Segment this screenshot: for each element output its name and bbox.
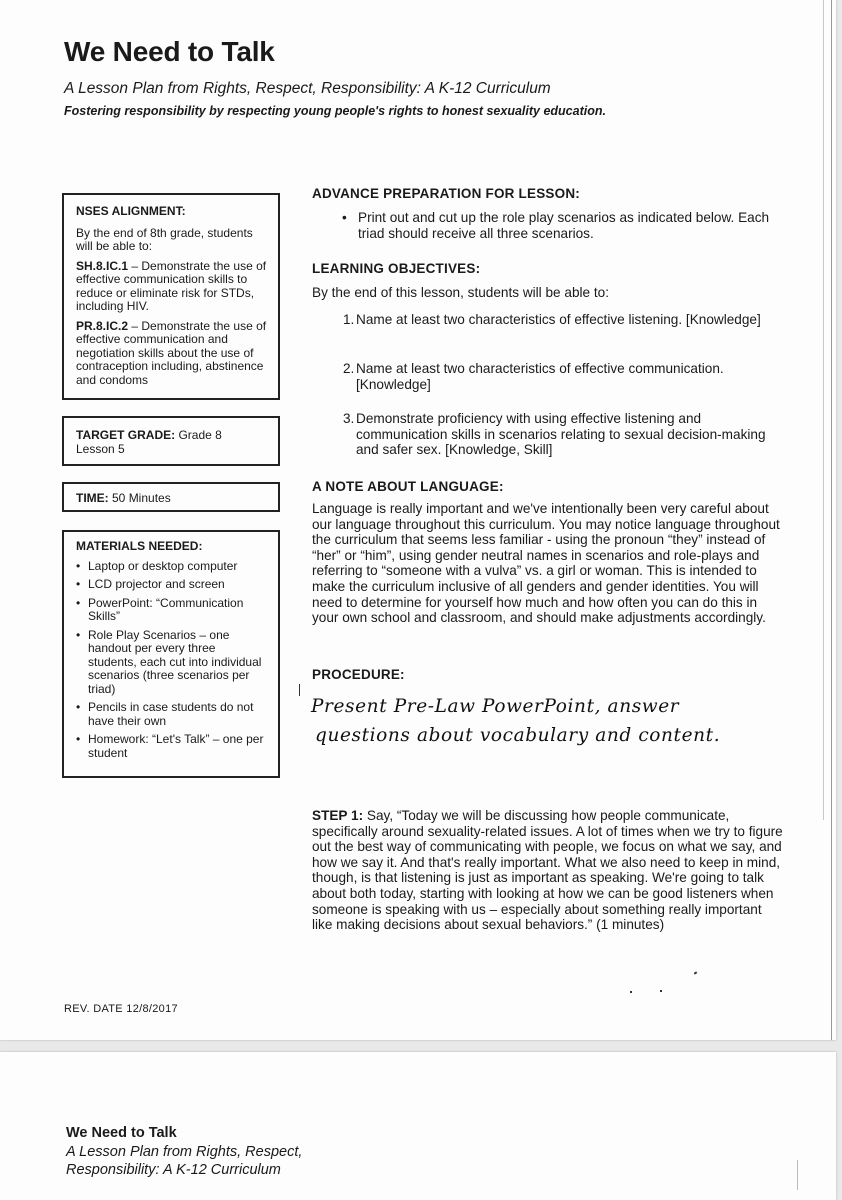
page-2-subtitle-line-2: Responsibility: A K-12 Curriculum xyxy=(66,1162,281,1178)
list-item: • PowerPoint: “Communication Skills” xyxy=(88,597,267,624)
stray-mark xyxy=(630,991,632,993)
nses-heading: NSES ALIGNMENT: xyxy=(76,204,186,218)
procedure-heading: PROCEDURE: xyxy=(312,667,405,682)
list-item: • Role Play Scenarios – one handout per every three students, each cut into individual scenarios (three scenarios per triad) xyxy=(88,629,267,697)
nses-intro: By the end of 8th grade, students will be able to: xyxy=(76,225,253,253)
objective-2: 2. Name at least two characteristics of effective communication. [Knowledge] xyxy=(343,361,724,392)
handwritten-note-line-2: questions about vocabulary and content. xyxy=(315,725,721,746)
step-1-text: STEP 1: Say, “Today we will be discussing how people communicate, specifically around sexuality-related issues. A lot of times when we try to figure out the best way of communicating with people, we focus on what we say, and how we say it. And that's really important. What we also need to keep in mind, though, is that listening is just as important as speaking. We're going to talk about both today, starting with looking at how we can be good listeners when someone is speaking with us – especially about something really important like making decisions about sexual behaviors.” (1 minutes) xyxy=(312,808,783,933)
objectives-intro: By the end of this lesson, students will be able to: xyxy=(312,285,609,300)
list-item: • LCD projector and screen xyxy=(88,578,267,592)
page-tagline: Fostering responsibility by respecting young people's rights to honest sexuality education. xyxy=(64,104,606,118)
page-subtitle: A Lesson Plan from Rights, Respect, Responsibility: A K-12 Curriculum xyxy=(64,80,551,97)
nses-standard-2: PR.8.IC.2 – Demonstrate the use of effective communication and negotiation skills about the use of contraception including, abstinence and condoms xyxy=(76,318,267,387)
handwritten-note-line-1: Present Pre-Law PowerPoint, answer xyxy=(311,696,680,717)
revision-date: REV. DATE 12/8/2017 xyxy=(64,1003,178,1015)
target-grade: TARGET GRADE: Grade 8 xyxy=(76,428,222,442)
page-title: We Need to Talk xyxy=(64,36,275,67)
list-item: • Pencils in case students do not have their own xyxy=(88,701,267,728)
page-2-subtitle-line-1: A Lesson Plan from Rights, Respect, xyxy=(66,1144,303,1160)
document-page-2 xyxy=(0,1052,836,1200)
materials-heading: MATERIALS NEEDED: xyxy=(76,539,203,553)
nses-alignment-box xyxy=(62,193,280,400)
list-item: • Homework: “Let's Talk” – one per student xyxy=(88,733,267,760)
objective-1: 1. Name at least two characteristics of effective listening. [Knowledge] xyxy=(343,312,761,327)
scan-line xyxy=(823,0,824,820)
time-box xyxy=(62,482,280,512)
stray-mark xyxy=(694,971,698,974)
nses-standard-1: SH.8.IC.1 – Demonstrate the use of effective communication skills to reduce or eliminate risk for STDs, including HIV. xyxy=(76,258,267,313)
list-item: • Laptop or desktop computer xyxy=(88,560,267,574)
margin-mark xyxy=(299,684,300,696)
objectives-heading: LEARNING OBJECTIVES: xyxy=(312,261,481,276)
target-grade-box xyxy=(62,416,280,466)
lesson-number: Lesson 5 xyxy=(76,441,125,456)
materials-box xyxy=(62,530,280,778)
materials-list xyxy=(76,560,267,761)
lesson-time: TIME: 50 Minutes xyxy=(76,491,171,505)
language-note-text: Language is really important and we've intentionally been very careful about our language throughout this curriculum. You may notice language throughout the curriculum that seems less familiar - using the pronoun “they” instead of “her” or “him”, using gender neutral names in scenarios and role-plays and referring to “someone with a vulva” vs. a girl or woman. This is intended to make the curriculum inclusive of all genders and gender identities. You will need to determine for yourself how much and how often you can do this in your own school and classroom, and should make adjustments accordingly. xyxy=(312,501,780,626)
page-edge xyxy=(831,0,832,1040)
language-note-heading: A NOTE ABOUT LANGUAGE: xyxy=(312,479,504,494)
scan-line xyxy=(797,1160,798,1190)
stray-mark xyxy=(660,990,662,992)
objective-3: 3. Demonstrate proficiency with using effective listening and communication skills in scenarios relating to sexual decision-making and safer sex. [Knowledge, Skill] xyxy=(343,411,766,458)
advance-prep-heading: ADVANCE PREPARATION FOR LESSON: xyxy=(312,186,580,201)
advance-prep-bullet: • Print out and cut up the role play scenarios as indicated below. Each triad should receive all three scenarios. xyxy=(342,210,770,241)
page-2-title: We Need to Talk xyxy=(66,1125,177,1141)
